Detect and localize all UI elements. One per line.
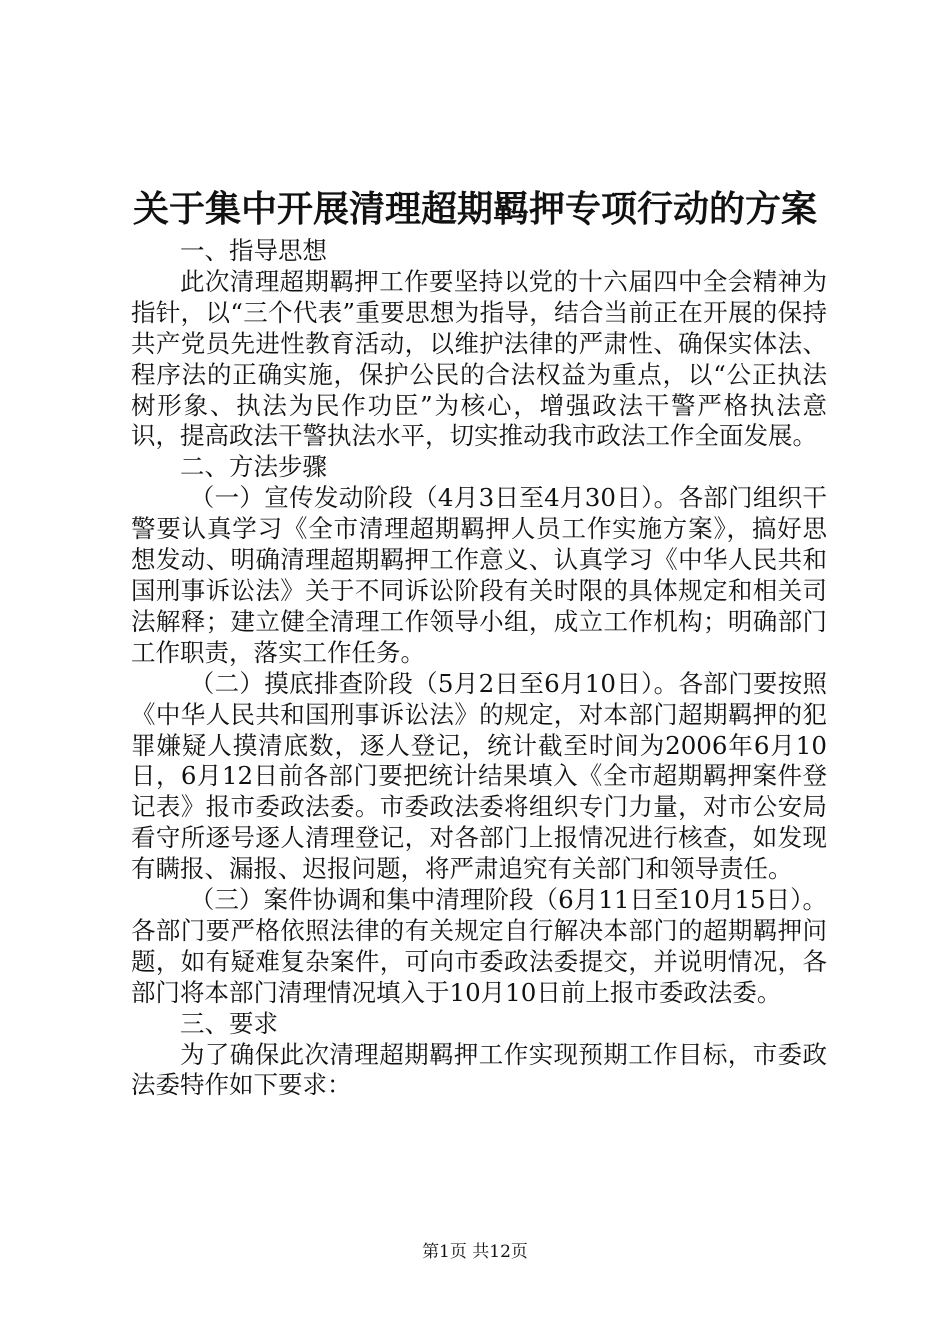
section-heading-requirements: 三、要求	[180, 1008, 278, 1038]
paragraph-step-investigation: （二）摸底排查阶段（5月2日至6月10日）。各部门要按照《中华人民共和国刑事诉讼法》的规定，对本部门超期羁押的犯罪嫌疑人摸清底数，逐人登记，统计截至时间为2006年6月10日，6月12日前各部门要把统计结果填入《全市超期羁押案件登记表》报市委政法委。市委政法委将组织专门力量，对市公安局看守所逐号逐人清理登记，对各部门上报情况进行核查，如发现有瞒报、漏报、迟报问题，将严肃追究有关部门和领导责任。	[131, 668, 827, 884]
page-number: 第1页 共12页	[422, 1242, 528, 1262]
section-heading-guiding-ideology: 一、指导思想	[180, 236, 327, 265]
paragraph-requirements-intro: 为了确保此次清理超期羁押工作实现预期工作目标，市委政法委特作如下要求：	[131, 1039, 827, 1100]
paragraph-step-publicity: （一）宣传发动阶段（4月3日至4月30日）。各部门组织干警要认真学习《全市清理超期羁押人员工作实施方案》，搞好思想发动、明确清理超期羁押工作意义、认真学习《中华人民共和国刑事诉讼法》关于不同诉讼阶段有关时限的具体规定和相关司法解释；建立健全清理工作领导小组，成立工作机构；明确部门工作职责，落实工作任务。	[131, 483, 827, 667]
document-title: 关于集中开展清理超期羁押专项行动的方案	[132, 188, 817, 230]
section-heading-methods-steps: 二、方法步骤	[180, 452, 327, 482]
document-body	[131, 236, 827, 1101]
paragraph-step-coordination: （三）案件协调和集中清理阶段（6月11日至10月15日）。各部门要严格依照法律的有关规定自行解决本部门的超期羁押问题，如有疑难复杂案件，可向市委政法委提交，并说明情况，各部门将本部门清理情况填入于10月10日前上报市委政法委。	[131, 885, 827, 1007]
paragraph-guiding-ideology: 此次清理超期羁押工作要坚持以党的十六届四中全会精神为指针，以“三个代表”重要思想为指导，结合当前正在开展的保持共产党员先进性教育活动，以维护法律的严肃性、确保实体法、程序法的正确实施，保护公民的合法权益为重点，以“公正执法树形象、执法为民作功臣”为核心，增强政法干警严格执法意识，提高政法干警执法水平，切实推动我市政法工作全面发展。	[131, 266, 827, 451]
